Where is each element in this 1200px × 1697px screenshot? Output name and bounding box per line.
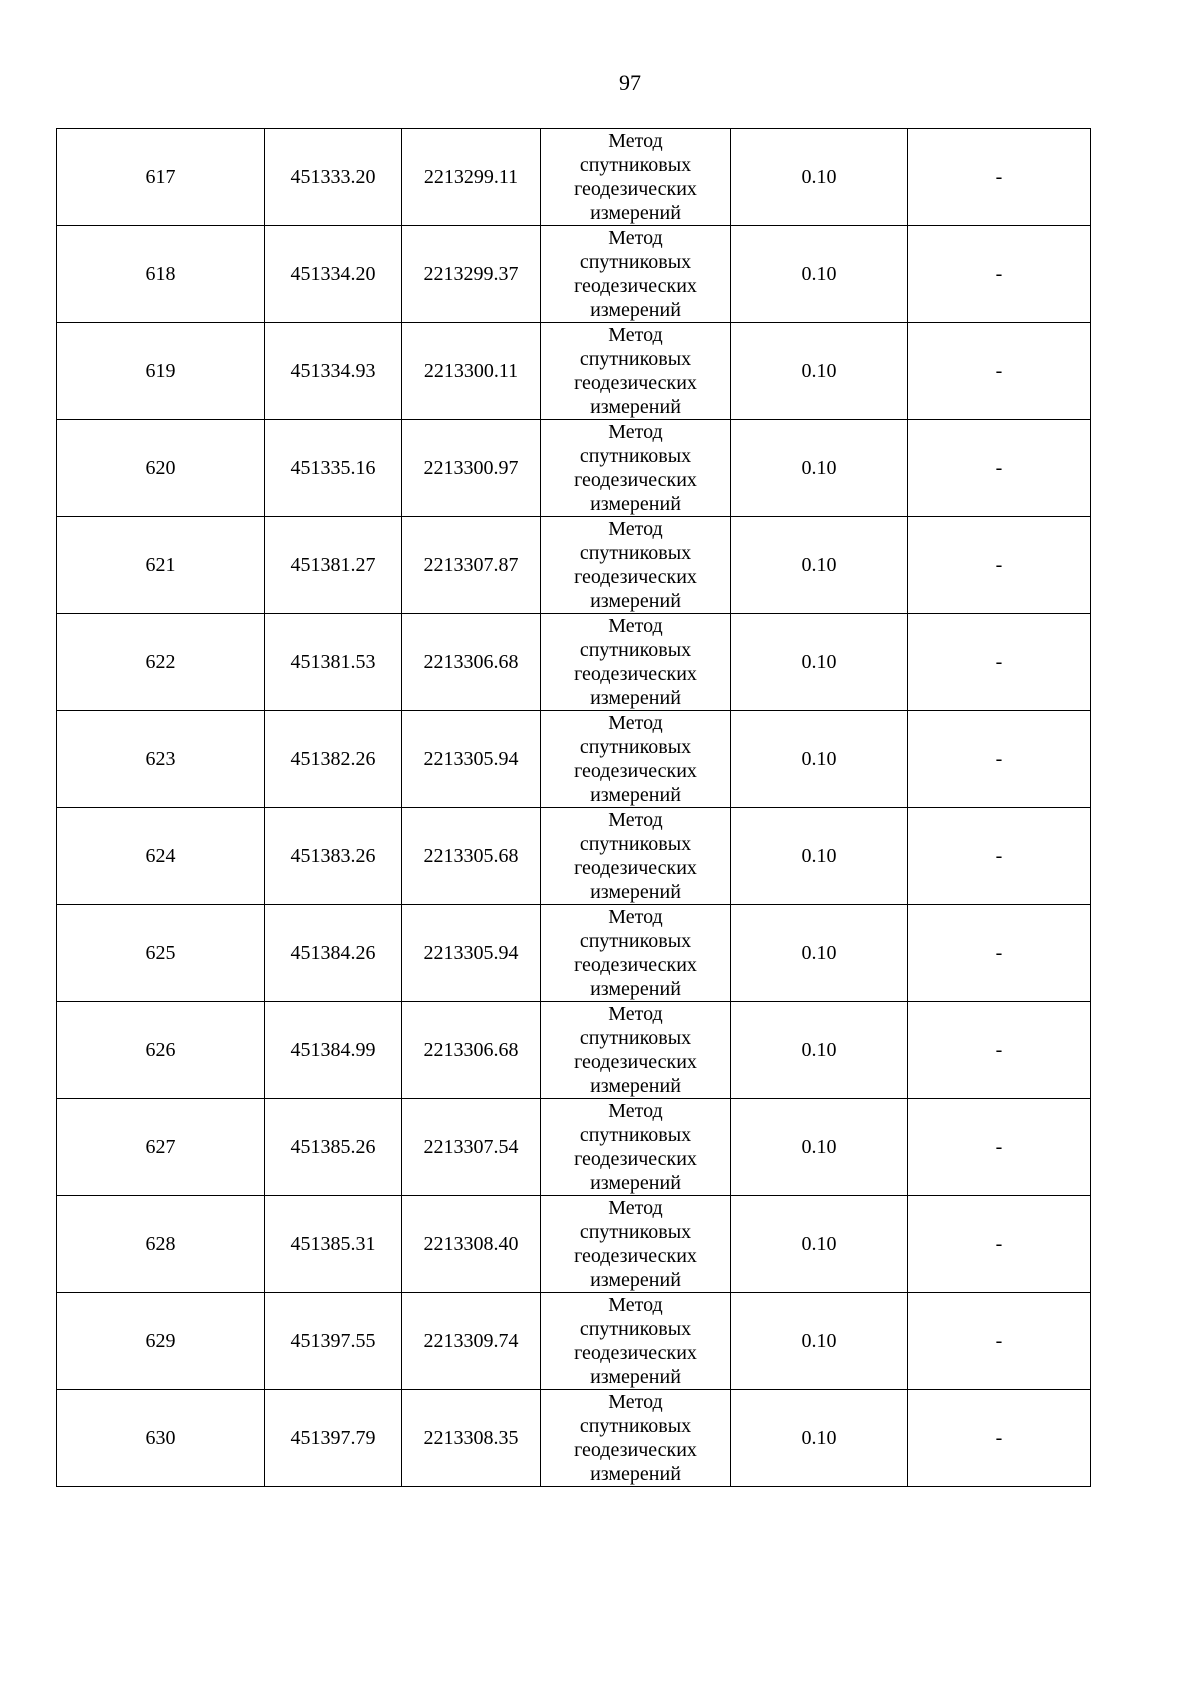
accuracy-cell: 0.10 [731,1002,908,1099]
y-coordinate-cell: 2213306.68 [402,1002,541,1099]
table-row [57,420,1091,517]
page-number: 97 [619,70,641,95]
method-cell [541,1002,731,1099]
x-coordinate-cell: 451385.26 [265,1099,402,1196]
table-row [57,1099,1091,1196]
y-coordinate-cell: 2213305.94 [402,905,541,1002]
table-row [57,808,1091,905]
y-coordinate-cell: 2213306.68 [402,614,541,711]
point-number-cell: 628 [57,1196,265,1293]
x-coordinate-cell: 451335.16 [265,420,402,517]
y-coordinate-cell: 2213299.37 [402,226,541,323]
x-coordinate-cell: 451381.53 [265,614,402,711]
table-row [57,614,1091,711]
accuracy-cell: 0.10 [731,323,908,420]
point-number-cell: 621 [57,517,265,614]
table-row [57,905,1091,1002]
table-row [57,129,1091,226]
table-row [57,1390,1091,1487]
method-cell [541,711,731,808]
x-coordinate-cell: 451384.99 [265,1002,402,1099]
point-number-cell: 622 [57,614,265,711]
method-text: Метод спутниковых геодезических измерений [574,421,697,515]
point-number-cell: 618 [57,226,265,323]
note-cell: - [908,129,1091,226]
method-cell [541,1099,731,1196]
table-row [57,226,1091,323]
method-cell [541,614,731,711]
x-coordinate-cell: 451385.31 [265,1196,402,1293]
method-cell [541,905,731,1002]
point-number-cell: 627 [57,1099,265,1196]
x-coordinate-cell: 451383.26 [265,808,402,905]
accuracy-cell: 0.10 [731,1293,908,1390]
point-number-cell: 630 [57,1390,265,1487]
method-text: Метод спутниковых геодезических измерений [574,1294,697,1388]
note-cell: - [908,1196,1091,1293]
accuracy-cell: 0.10 [731,129,908,226]
accuracy-cell: 0.10 [731,226,908,323]
point-number-cell: 617 [57,129,265,226]
x-coordinate-cell: 451397.55 [265,1293,402,1390]
note-cell: - [908,1390,1091,1487]
point-number-cell: 624 [57,808,265,905]
point-number-cell: 625 [57,905,265,1002]
point-number-cell: 619 [57,323,265,420]
y-coordinate-cell: 2213305.68 [402,808,541,905]
accuracy-cell: 0.10 [731,1196,908,1293]
method-cell [541,1196,731,1293]
point-number-cell: 626 [57,1002,265,1099]
x-coordinate-cell: 451334.93 [265,323,402,420]
method-cell [541,1293,731,1390]
method-text: Метод спутниковых геодезических измерений [574,1197,697,1291]
x-coordinate-cell: 451397.79 [265,1390,402,1487]
accuracy-cell: 0.10 [731,905,908,1002]
note-cell: - [908,1099,1091,1196]
y-coordinate-cell: 2213307.54 [402,1099,541,1196]
method-cell [541,323,731,420]
method-cell [541,420,731,517]
x-coordinate-cell: 451384.26 [265,905,402,1002]
note-cell: - [908,1293,1091,1390]
note-cell: - [908,517,1091,614]
method-cell [541,1390,731,1487]
accuracy-cell: 0.10 [731,808,908,905]
table-row [57,517,1091,614]
note-cell: - [908,614,1091,711]
method-text: Метод спутниковых геодезических измерений [574,1391,697,1485]
method-cell [541,517,731,614]
accuracy-cell: 0.10 [731,420,908,517]
y-coordinate-cell: 2213300.11 [402,323,541,420]
method-cell [541,129,731,226]
note-cell: - [908,1002,1091,1099]
method-text: Метод спутниковых геодезических измерений [574,518,697,612]
accuracy-cell: 0.10 [731,711,908,808]
method-text: Метод спутниковых геодезических измерений [574,906,697,1000]
table-row [57,1002,1091,1099]
accuracy-cell: 0.10 [731,614,908,711]
x-coordinate-cell: 451334.20 [265,226,402,323]
y-coordinate-cell: 2213307.87 [402,517,541,614]
note-cell: - [908,808,1091,905]
table-row [57,1196,1091,1293]
coordinates-table [56,128,1091,1487]
method-text: Метод спутниковых геодезических измерений [574,615,697,709]
y-coordinate-cell: 2213299.11 [402,129,541,226]
point-number-cell: 629 [57,1293,265,1390]
method-text: Метод спутниковых геодезических измерений [574,227,697,321]
method-cell [541,808,731,905]
note-cell: - [908,226,1091,323]
x-coordinate-cell: 451382.26 [265,711,402,808]
x-coordinate-cell: 451381.27 [265,517,402,614]
method-cell [541,226,731,323]
table-row [57,711,1091,808]
point-number-cell: 620 [57,420,265,517]
accuracy-cell: 0.10 [731,1390,908,1487]
method-text: Метод спутниковых геодезических измерений [574,1003,697,1097]
table-body [57,129,1091,1487]
note-cell: - [908,711,1091,808]
accuracy-cell: 0.10 [731,1099,908,1196]
x-coordinate-cell: 451333.20 [265,129,402,226]
y-coordinate-cell: 2213300.97 [402,420,541,517]
table-row [57,1293,1091,1390]
method-text: Метод спутниковых геодезических измерений [574,809,697,903]
y-coordinate-cell: 2213305.94 [402,711,541,808]
method-text: Метод спутниковых геодезических измерений [574,130,697,224]
note-cell: - [908,905,1091,1002]
y-coordinate-cell: 2213309.74 [402,1293,541,1390]
y-coordinate-cell: 2213308.40 [402,1196,541,1293]
method-text: Метод спутниковых геодезических измерений [574,1100,697,1194]
table-row [57,323,1091,420]
note-cell: - [908,420,1091,517]
y-coordinate-cell: 2213308.35 [402,1390,541,1487]
method-text: Метод спутниковых геодезических измерений [574,324,697,418]
accuracy-cell: 0.10 [731,517,908,614]
note-cell: - [908,323,1091,420]
point-number-cell: 623 [57,711,265,808]
method-text: Метод спутниковых геодезических измерений [574,712,697,806]
